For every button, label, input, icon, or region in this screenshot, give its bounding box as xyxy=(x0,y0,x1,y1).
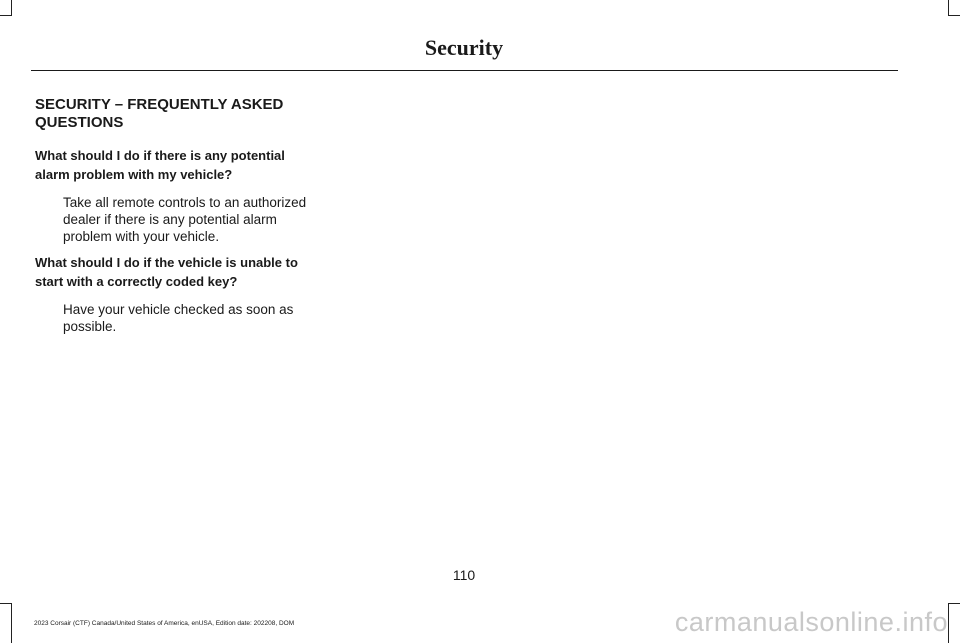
crop-mark-bottom-right-horizontal xyxy=(948,603,960,604)
faq-answer-1: Take all remote controls to an authorized dealer if there is any potential alarm problem with your vehicle. xyxy=(63,195,307,244)
page-number: 110 xyxy=(452,567,476,583)
faq-answer-2: Have your vehicle checked as soon as possible. xyxy=(63,302,294,334)
watermark: carmanualsonline.info xyxy=(674,607,948,637)
page-header-title: Security xyxy=(424,35,504,60)
faq-question-1: What should I do if there is any potential alarm problem with my vehicle? xyxy=(35,148,285,182)
crop-mark-bottom-left-vertical xyxy=(11,603,12,643)
edition-footer: 2023 Corsair (CTF) Canada/United States of America, enUSA, Edition date: 202208, DOM xyxy=(34,620,295,627)
crop-mark-top-left-horizontal xyxy=(0,15,12,16)
crop-mark-bottom-right-vertical xyxy=(948,603,949,643)
crop-mark-top-left-vertical xyxy=(11,0,12,15)
section-heading: SECURITY – FREQUENTLY ASKED QUESTIONS xyxy=(35,96,284,131)
main-content xyxy=(35,96,307,343)
header-divider xyxy=(31,70,898,71)
crop-mark-top-right-vertical xyxy=(948,0,949,15)
faq-question-2: What should I do if the vehicle is unable to start with a correctly coded key? xyxy=(35,255,298,289)
crop-mark-top-right-horizontal xyxy=(948,15,960,16)
crop-mark-bottom-left-horizontal xyxy=(0,603,12,604)
